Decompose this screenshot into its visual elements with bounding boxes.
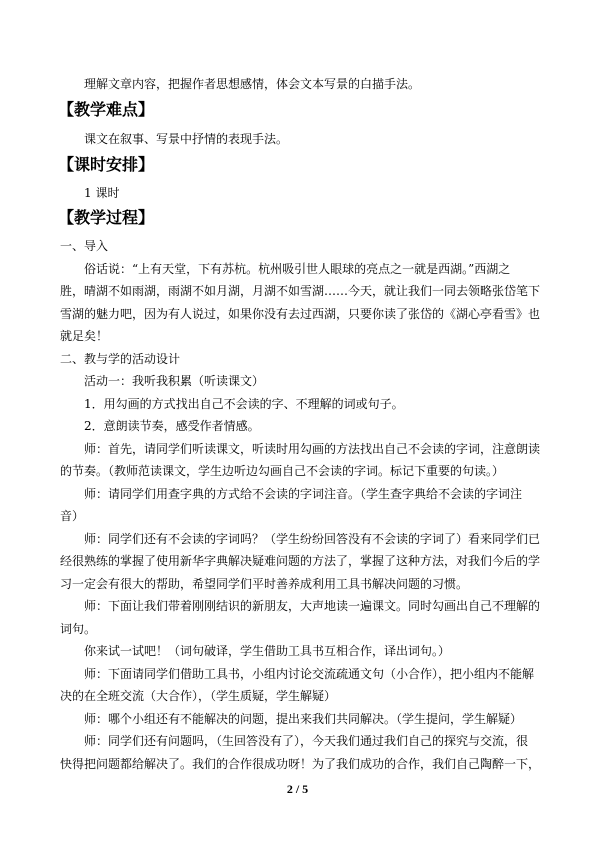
paragraph-line: 的节奏。（教师范读课文，学生边听边勾画自己不会读的字词。标记下重要的句读。） (60, 464, 505, 479)
paragraph-line: 师：首先，请同学们听读课文，听读时用勾画的方法找出自己不会读的字词，注意朗读 (84, 441, 540, 456)
dialogue-paragraph (60, 730, 540, 775)
paragraph-line: 你来试一试吧！（词句破译，学生借助工具书互相合作，译出词句。） (84, 644, 451, 659)
step-item: 2．意朗读节奏，感受作者情感。 (84, 419, 260, 434)
paragraph-line: 就足矣！ (60, 329, 109, 344)
activity-title: 活动一：我听我积累（听读课文） (84, 374, 265, 389)
difficulty-text: 课文在叙事、写景中抒情的表现手法。 (84, 132, 289, 147)
intro-paragraph (60, 258, 540, 348)
paragraph-line: 决的在全班交流（大合作），（学生质疑，学生解疑） (60, 689, 337, 704)
paragraph-line: 经很熟练的掌握了使用新华字典解决疑难问题的方法了，掌握了这种方法，对我们今后的学 (60, 554, 540, 569)
schedule-text: 1 课时 (84, 185, 120, 200)
section-heading-process: 【教学过程】 (58, 208, 155, 228)
part-title-intro: 一、导入 (60, 239, 109, 254)
dialogue-paragraph (60, 483, 540, 528)
paragraph-line: 师：下面请同学们借助工具书，小组内讨论交流疏通文句（小合作），把小组内不能解 (84, 666, 535, 681)
dialogue-paragraph (60, 663, 540, 708)
paragraph-line: 雪湖的魅力吧，因为有人说过，如果你没有去过西湖，只要你读了张岱的《湖心亭看雪》也 (60, 306, 540, 321)
paragraph-line: 词句。 (60, 621, 97, 636)
dialogue-paragraph (60, 528, 540, 596)
paragraph-line: 快得把问题都给解决了。我们的合作很成功呀！为了我们成功的合作，我们自己陶醉一下， (60, 756, 540, 771)
paragraph-line: 师：请同学们用查字典的方式给不会读的字词注音。（学生查字典给不会读的字词注 (84, 486, 523, 501)
page-number: 2 / 5 (286, 782, 309, 796)
part-title-activities: 二、教与学的活动设计 (60, 351, 181, 366)
section-heading-difficulty: 【教学难点】 (58, 100, 155, 120)
dialogue-paragraph (60, 640, 540, 663)
dialogue-paragraph (60, 438, 540, 483)
paragraph-line: 胜，晴湖不如雨湖，雨湖不如月湖，月湖不如雪湖……今天，就让我们一同去领略张岱笔下 (60, 284, 540, 299)
dialogue-paragraph (60, 708, 540, 731)
paragraph-line: 师：下面让我们带着刚刚结识的新朋友，大声地读一遍课文。同时勾画出自己不理解的 (84, 599, 540, 614)
paragraph-line: 音） (60, 509, 85, 524)
dialogue-paragraph (60, 595, 540, 640)
objective-line: 理解文章内容，把握作者思想感情，体会文本写景的白描手法。 (84, 76, 421, 91)
paragraph-line: 师：同学们还有问题吗，（生回答没有了），今天我们通过我们自己的探究与交流，很 (84, 734, 529, 749)
paragraph-line: 习一定会有很大的帮助，希望同学们平时善养成利用工具书解决问题的习惯。 (60, 576, 469, 591)
step-item: 1．用勾画的方式找出自己不会读的字、不理解的词或句子。 (84, 396, 404, 411)
paragraph-line: 俗话说：“上有天堂，下有苏杭。杭州吸引世人眼球的亮点之一就是西湖。”西湖之 (84, 261, 511, 276)
page-content (60, 73, 540, 776)
paragraph-line: 师：同学们还有不会读的字词吗？（学生纷纷回答没有不会读的字词了）看来同学们已 (84, 531, 540, 546)
paragraph-line: 师：哪个小组还有不能解决的问题，提出来我们共同解决。（学生提问，学生解疑） (84, 711, 523, 726)
section-heading-schedule: 【课时安排】 (58, 154, 155, 174)
